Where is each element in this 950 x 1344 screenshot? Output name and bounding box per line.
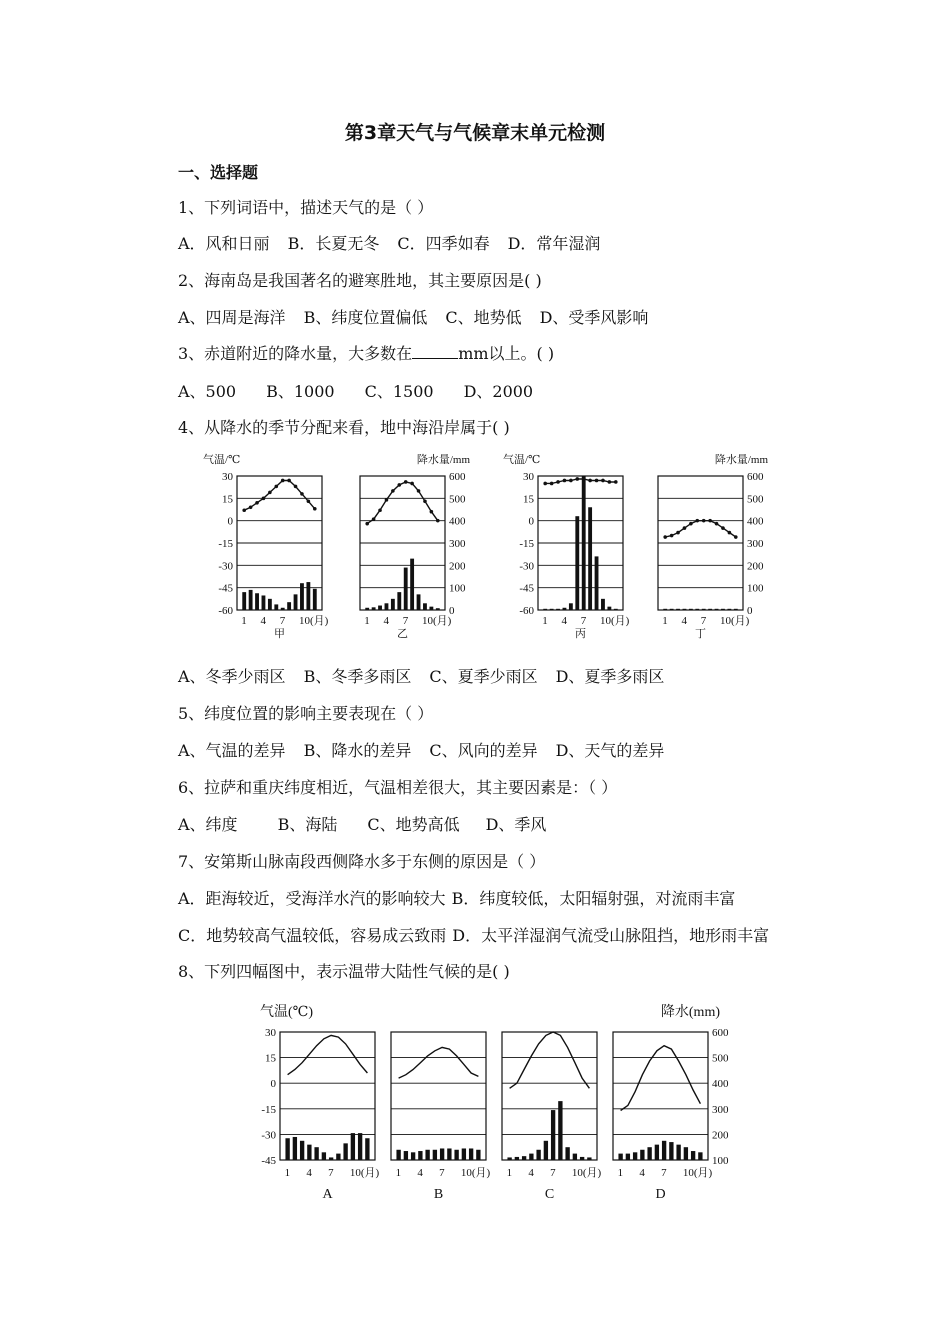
temperature-point bbox=[582, 477, 586, 481]
precipitation-bar bbox=[670, 609, 674, 610]
precipitation-bar bbox=[307, 1145, 311, 1160]
precipitation-bar bbox=[708, 609, 712, 610]
precipitation-bar bbox=[663, 609, 667, 610]
temperature-line bbox=[665, 521, 736, 537]
temperature-tick-label: 15 bbox=[265, 1052, 276, 1065]
temperature-point bbox=[683, 526, 687, 530]
month-tick-label: 4 bbox=[417, 1167, 423, 1179]
precipitation-bar bbox=[433, 1150, 437, 1160]
precipitation-bar bbox=[372, 607, 376, 610]
temperature-point bbox=[423, 500, 427, 504]
precipitation-bar bbox=[715, 609, 719, 610]
temperature-point bbox=[595, 479, 599, 483]
document-title: 第3章天气与气候章末单元检测 bbox=[344, 122, 606, 144]
month-tick-label: 7 bbox=[328, 1167, 334, 1179]
month-tick-label: 7 bbox=[550, 1167, 556, 1179]
option: A、500 bbox=[178, 382, 237, 401]
temperature-axis-label: 气温/℃ bbox=[503, 454, 541, 466]
panel-label: D bbox=[655, 1187, 666, 1202]
precipitation-bar bbox=[242, 592, 246, 610]
question-6: 6、拉萨和重庆纬度相近，气温相差很大，其主要因素是：（ ） bbox=[178, 778, 618, 797]
option: B、降水的差异 bbox=[303, 741, 412, 760]
temperature-tick-label: -45 bbox=[218, 582, 233, 595]
precipitation-bar bbox=[396, 1150, 400, 1160]
temperature-tick-label: -30 bbox=[261, 1129, 276, 1142]
temperature-line bbox=[545, 479, 616, 483]
precipitation-bar bbox=[515, 1157, 519, 1160]
question-3-text-after: mm以上。( ) bbox=[458, 344, 555, 363]
precipitation-bar bbox=[655, 1145, 659, 1160]
precipitation-bar bbox=[698, 1152, 702, 1160]
temperature-point bbox=[715, 522, 719, 526]
precipitation-bar bbox=[314, 1147, 318, 1160]
month-tick-label: 4 bbox=[383, 615, 389, 627]
precipitation-bar bbox=[411, 1152, 415, 1160]
precipitation-bar bbox=[294, 594, 298, 610]
question-5-options bbox=[178, 741, 682, 761]
precipitation-tick-label: 400 bbox=[712, 1078, 729, 1091]
precipitation-tick-label: 400 bbox=[449, 515, 466, 528]
question-6-options bbox=[178, 815, 564, 835]
precipitation-bar bbox=[676, 1145, 680, 1160]
temperature-point bbox=[397, 483, 401, 487]
precipitation-bar bbox=[734, 609, 738, 610]
temperature-tick-label: 0 bbox=[227, 515, 233, 528]
precipitation-bar bbox=[507, 1157, 511, 1160]
precipitation-bar bbox=[306, 582, 310, 610]
precipitation-tick-label: 600 bbox=[449, 471, 466, 483]
temperature-point bbox=[378, 508, 382, 512]
month-tick-label: 1 bbox=[395, 1167, 402, 1179]
option: C、地势高低 bbox=[367, 815, 460, 834]
precipitation-bar bbox=[287, 602, 291, 610]
month-tick-label: 7 bbox=[439, 1167, 445, 1179]
option: C、1500 bbox=[364, 382, 434, 401]
precipitation-bar bbox=[595, 556, 599, 610]
precipitation-axis-label: 降水(mm) bbox=[660, 1005, 720, 1020]
precipitation-bar bbox=[404, 568, 408, 610]
precipitation-bar bbox=[378, 606, 382, 610]
temperature-point bbox=[550, 482, 554, 486]
temperature-point bbox=[300, 492, 304, 496]
precipitation-bar bbox=[683, 609, 687, 610]
question-3-options bbox=[178, 382, 551, 402]
question-4: 4、从降水的季节分配来看，地中海沿岸属于( ) bbox=[178, 418, 510, 437]
precipitation-bar bbox=[647, 1147, 651, 1160]
temperature-point bbox=[307, 500, 311, 504]
temperature-point bbox=[588, 479, 592, 483]
precipitation-bar bbox=[543, 609, 547, 610]
month-tick-label: 4 bbox=[639, 1167, 645, 1179]
month-tick-label: 10(月) bbox=[682, 1167, 713, 1179]
precipitation-bar bbox=[618, 1154, 622, 1160]
precipitation-bar bbox=[536, 1150, 540, 1160]
precipitation-bar bbox=[429, 607, 433, 610]
panel-frame bbox=[391, 1032, 486, 1160]
option: C、风向的差异 bbox=[429, 741, 538, 760]
month-tick-label: 10(月) bbox=[599, 615, 630, 627]
option: B、1000 bbox=[266, 382, 335, 401]
panel-label: A bbox=[322, 1187, 333, 1202]
precipitation-bar bbox=[268, 599, 272, 610]
temperature-point bbox=[410, 482, 414, 486]
temperature-line bbox=[621, 1046, 701, 1111]
precipitation-bar bbox=[588, 507, 592, 610]
temperature-point bbox=[670, 534, 674, 538]
precipitation-bar bbox=[300, 1141, 304, 1160]
precipitation-bar bbox=[727, 609, 731, 610]
option: A、冬季少雨区 bbox=[178, 667, 286, 686]
temperature-point bbox=[543, 482, 547, 486]
precipitation-bar bbox=[462, 1148, 466, 1160]
month-tick-label: 4 bbox=[561, 615, 567, 627]
temperature-line bbox=[399, 1047, 479, 1078]
month-tick-label: 10(月) bbox=[460, 1167, 491, 1179]
precipitation-bar bbox=[343, 1143, 347, 1160]
climate-chart-q8 bbox=[240, 998, 729, 1208]
precipitation-bar bbox=[575, 516, 579, 610]
temperature-tick-label: 0 bbox=[528, 515, 534, 528]
precipitation-bar bbox=[565, 1147, 569, 1160]
month-tick-label: 7 bbox=[700, 615, 707, 627]
precipitation-bar bbox=[410, 559, 414, 610]
month-tick-label: 1 bbox=[542, 615, 548, 627]
option: D、季风 bbox=[485, 815, 547, 834]
panel-label: 甲 bbox=[274, 628, 285, 640]
month-tick-label: 1 bbox=[662, 615, 668, 627]
panel-label: B bbox=[433, 1187, 444, 1202]
precipitation-bar bbox=[669, 1142, 673, 1160]
temperature-point bbox=[728, 531, 732, 535]
precipitation-bar bbox=[563, 608, 567, 610]
temperature-point bbox=[702, 519, 706, 523]
precipitation-bar bbox=[322, 1152, 326, 1160]
precipitation-bar bbox=[556, 609, 560, 610]
month-tick-label: 7 bbox=[279, 615, 286, 627]
question-7-options-row1 bbox=[178, 889, 735, 909]
question-1: 1、下列词语中，描述天气的是（ ） bbox=[178, 198, 434, 217]
question-3-text-before: 3、赤道附近的降水量，大多数在 bbox=[178, 344, 413, 363]
month-tick-label: 4 bbox=[306, 1167, 312, 1179]
temperature-point bbox=[404, 480, 408, 484]
option: A．风和日丽 bbox=[178, 234, 270, 253]
precipitation-bar bbox=[640, 1150, 644, 1160]
precipitation-tick-label: 0 bbox=[449, 605, 455, 617]
month-tick-label: 7 bbox=[580, 615, 587, 627]
precipitation-tick-label: 100 bbox=[712, 1155, 729, 1167]
section-heading: 一、选择题 bbox=[178, 163, 259, 182]
option: D、夏季多雨区 bbox=[555, 667, 665, 686]
month-tick-label: 4 bbox=[528, 1167, 534, 1179]
temperature-tick-label: 30 bbox=[523, 471, 534, 483]
precipitation-bar bbox=[365, 1138, 369, 1160]
precipitation-bar bbox=[365, 608, 369, 610]
precipitation-bar bbox=[391, 599, 395, 610]
option: C．地势较高气温较低，容易成云致雨 bbox=[178, 926, 447, 945]
question-8: 8、下列四幅图中，表示温带大陆性气候的是( ) bbox=[178, 962, 510, 981]
temperature-tick-label: 0 bbox=[270, 1078, 276, 1091]
precipitation-tick-label: 600 bbox=[747, 471, 764, 483]
precipitation-bar bbox=[529, 1154, 533, 1160]
temperature-point bbox=[365, 522, 369, 526]
precipitation-tick-label: 400 bbox=[747, 515, 764, 528]
temperature-tick-label: 30 bbox=[265, 1027, 276, 1039]
option: D．常年湿润 bbox=[507, 234, 601, 253]
precipitation-bar bbox=[262, 595, 266, 610]
option: D、2000 bbox=[463, 382, 534, 401]
precipitation-tick-label: 100 bbox=[747, 582, 764, 595]
month-tick-label: 1 bbox=[241, 615, 247, 627]
option: C、夏季少雨区 bbox=[429, 667, 538, 686]
precipitation-bar bbox=[274, 604, 278, 610]
precipitation-bar bbox=[626, 1154, 630, 1160]
precipitation-tick-label: 100 bbox=[449, 582, 466, 595]
temperature-point bbox=[430, 510, 434, 514]
precipitation-bar bbox=[676, 609, 680, 610]
precipitation-bar bbox=[417, 594, 421, 610]
temperature-point bbox=[274, 485, 278, 489]
temperature-tick-label: -60 bbox=[519, 605, 534, 617]
precipitation-bar bbox=[721, 609, 725, 610]
question-2: 2、海南岛是我国著名的避寒胜地，其主要原因是( ) bbox=[178, 271, 542, 290]
precipitation-bar bbox=[702, 609, 706, 610]
temperature-tick-label: 15 bbox=[523, 493, 534, 506]
precipitation-bar bbox=[551, 1110, 555, 1160]
panel-frame bbox=[502, 1032, 597, 1160]
temperature-point bbox=[255, 501, 259, 505]
temperature-point bbox=[721, 526, 725, 530]
precipitation-bar bbox=[573, 1154, 577, 1160]
temperature-tick-label: -60 bbox=[218, 605, 233, 617]
precipitation-tick-label: 300 bbox=[747, 538, 764, 550]
climate-chart-q4 bbox=[195, 448, 775, 643]
temperature-tick-label: 15 bbox=[222, 493, 233, 506]
option: A、气温的差异 bbox=[178, 741, 286, 760]
temperature-point bbox=[601, 479, 605, 483]
precipitation-tick-label: 500 bbox=[747, 493, 764, 506]
precipitation-bar bbox=[689, 609, 693, 610]
temperature-tick-label: -15 bbox=[261, 1103, 276, 1116]
precipitation-tick-label: 200 bbox=[449, 560, 466, 573]
precipitation-tick-label: 500 bbox=[449, 493, 466, 506]
temperature-point bbox=[734, 535, 738, 539]
month-tick-label: 1 bbox=[364, 615, 370, 627]
month-tick-label: 10(月) bbox=[719, 615, 750, 627]
precipitation-bar bbox=[601, 599, 605, 610]
temperature-point bbox=[287, 479, 291, 483]
question-7: 7、安第斯山脉南段西侧降水多于东侧的原因是（ ） bbox=[178, 852, 546, 871]
precipitation-bar bbox=[662, 1141, 666, 1160]
precipitation-bar bbox=[447, 1148, 451, 1160]
precipitation-tick-label: 200 bbox=[712, 1129, 729, 1142]
option: A、纬度 bbox=[178, 815, 238, 834]
temperature-tick-label: -30 bbox=[519, 560, 534, 573]
precipitation-bar bbox=[522, 1156, 526, 1160]
precipitation-bar bbox=[454, 1150, 458, 1160]
temperature-tick-label: -15 bbox=[218, 538, 233, 550]
precipitation-tick-label: 600 bbox=[712, 1027, 729, 1039]
precipitation-bar bbox=[249, 590, 253, 610]
month-tick-label: 10(月) bbox=[349, 1167, 380, 1179]
temperature-tick-label: -45 bbox=[519, 582, 534, 595]
month-tick-label: 1 bbox=[284, 1167, 291, 1179]
precipitation-bar bbox=[255, 593, 259, 610]
precipitation-bar bbox=[607, 607, 611, 610]
month-tick-label: 10(月) bbox=[298, 615, 329, 627]
question-3 bbox=[178, 344, 554, 364]
option: C、地势低 bbox=[445, 308, 522, 327]
precipitation-bar bbox=[404, 1151, 408, 1160]
option: B、冬季多雨区 bbox=[303, 667, 412, 686]
question-4-options bbox=[178, 667, 682, 687]
precipitation-bar bbox=[358, 1133, 362, 1160]
precipitation-tick-label: 300 bbox=[712, 1103, 729, 1116]
precipitation-bar bbox=[544, 1141, 548, 1160]
option: D、天气的差异 bbox=[555, 741, 665, 760]
precipitation-tick-label: 300 bbox=[449, 538, 466, 550]
temperature-point bbox=[385, 498, 389, 502]
precipitation-bar bbox=[313, 589, 317, 610]
precipitation-bar bbox=[351, 1133, 355, 1160]
temperature-point bbox=[249, 505, 253, 509]
precipitation-bar bbox=[558, 1101, 562, 1160]
month-tick-label: 4 bbox=[260, 615, 266, 627]
panel-label: 乙 bbox=[397, 628, 408, 640]
month-tick-label: 1 bbox=[506, 1167, 513, 1179]
precipitation-bar bbox=[293, 1137, 297, 1160]
precipitation-bar bbox=[569, 603, 573, 610]
precipitation-bar bbox=[550, 609, 554, 610]
precipitation-tick-label: 0 bbox=[747, 605, 753, 617]
precipitation-bar bbox=[385, 603, 389, 610]
temperature-point bbox=[556, 480, 560, 484]
precipitation-tick-label: 200 bbox=[747, 560, 764, 573]
precipitation-bar bbox=[440, 1148, 444, 1160]
precipitation-bar bbox=[633, 1152, 637, 1160]
temperature-point bbox=[608, 480, 612, 484]
precipitation-bar bbox=[418, 1151, 422, 1160]
precipitation-bar bbox=[614, 609, 618, 610]
precipitation-bar bbox=[281, 608, 285, 610]
precipitation-axis-label: 降水量/mm bbox=[416, 454, 470, 466]
temperature-point bbox=[281, 479, 285, 483]
temperature-axis-label: 气温/℃ bbox=[203, 454, 241, 466]
temperature-point bbox=[391, 489, 395, 493]
temperature-tick-label: -30 bbox=[218, 560, 233, 573]
precipitation-bar bbox=[336, 1154, 340, 1160]
temperature-point bbox=[708, 519, 712, 523]
temperature-point bbox=[695, 519, 699, 523]
precipitation-bar bbox=[695, 609, 699, 610]
precipitation-bar bbox=[580, 1157, 584, 1160]
answer-blank bbox=[412, 344, 458, 359]
month-tick-label: 4 bbox=[681, 615, 687, 627]
temperature-point bbox=[676, 531, 680, 535]
precipitation-bar bbox=[300, 583, 304, 610]
month-tick-label: 10(月) bbox=[421, 615, 452, 627]
temperature-point bbox=[614, 480, 618, 484]
temperature-point bbox=[569, 479, 573, 483]
temperature-point bbox=[294, 485, 298, 489]
month-tick-label: 7 bbox=[661, 1167, 667, 1179]
temperature-tick-label: 30 bbox=[222, 471, 233, 483]
question-7-options-row2 bbox=[178, 926, 769, 946]
panel-frame bbox=[613, 1032, 708, 1160]
temperature-line bbox=[510, 1032, 590, 1088]
precipitation-bar bbox=[329, 1157, 333, 1160]
temperature-point bbox=[242, 508, 246, 512]
temperature-line bbox=[244, 481, 315, 511]
temperature-tick-label: -45 bbox=[261, 1155, 276, 1167]
precipitation-bar bbox=[691, 1151, 695, 1160]
temperature-point bbox=[372, 517, 376, 521]
option: B．长夏无冬 bbox=[287, 234, 380, 253]
option: D．太平洋湿润气流受山脉阻挡，地形雨丰富 bbox=[452, 926, 770, 945]
precipitation-bar bbox=[684, 1147, 688, 1160]
temperature-axis-label: 气温(℃) bbox=[260, 1005, 313, 1020]
month-tick-label: 10(月) bbox=[571, 1167, 602, 1179]
temperature-point bbox=[262, 497, 266, 501]
option: B、海陆 bbox=[277, 815, 338, 834]
temperature-point bbox=[563, 479, 567, 483]
precipitation-axis-label: 降水量/mm bbox=[714, 454, 768, 466]
temperature-point bbox=[436, 519, 440, 523]
option: A、四周是海洋 bbox=[178, 308, 286, 327]
precipitation-tick-label: 500 bbox=[712, 1052, 729, 1065]
temperature-line bbox=[288, 1035, 368, 1074]
temperature-line bbox=[367, 482, 438, 524]
option: B．纬度较低，太阳辐射强，对流雨丰富 bbox=[451, 889, 736, 908]
option: C．四季如春 bbox=[397, 234, 490, 253]
precipitation-bar bbox=[436, 608, 440, 610]
temperature-point bbox=[313, 507, 317, 511]
option: D、受季风影响 bbox=[539, 308, 649, 327]
panel-label: 丙 bbox=[575, 628, 586, 640]
temperature-point bbox=[417, 489, 421, 493]
month-tick-label: 1 bbox=[617, 1167, 624, 1179]
panel-label: C bbox=[544, 1187, 555, 1202]
temperature-point bbox=[663, 535, 667, 539]
precipitation-bar bbox=[582, 476, 586, 610]
question-5: 5、纬度位置的影响主要表现在（ ） bbox=[178, 704, 434, 723]
temperature-point bbox=[689, 522, 693, 526]
precipitation-bar bbox=[285, 1138, 289, 1160]
option: B、纬度位置偏低 bbox=[303, 308, 428, 327]
precipitation-bar bbox=[423, 603, 427, 610]
temperature-tick-label: -15 bbox=[519, 538, 534, 550]
precipitation-bar bbox=[397, 592, 401, 610]
temperature-point bbox=[268, 491, 272, 495]
temperature-point bbox=[575, 477, 579, 481]
panel-label: 丁 bbox=[695, 628, 706, 640]
question-2-options bbox=[178, 308, 666, 328]
precipitation-bar bbox=[476, 1150, 480, 1160]
question-1-options bbox=[178, 234, 618, 254]
month-tick-label: 7 bbox=[402, 615, 409, 627]
precipitation-bar bbox=[587, 1157, 591, 1160]
option: A．距海较近，受海洋水汽的影响较大 bbox=[178, 889, 446, 908]
precipitation-bar bbox=[425, 1150, 429, 1160]
precipitation-bar bbox=[469, 1148, 473, 1160]
